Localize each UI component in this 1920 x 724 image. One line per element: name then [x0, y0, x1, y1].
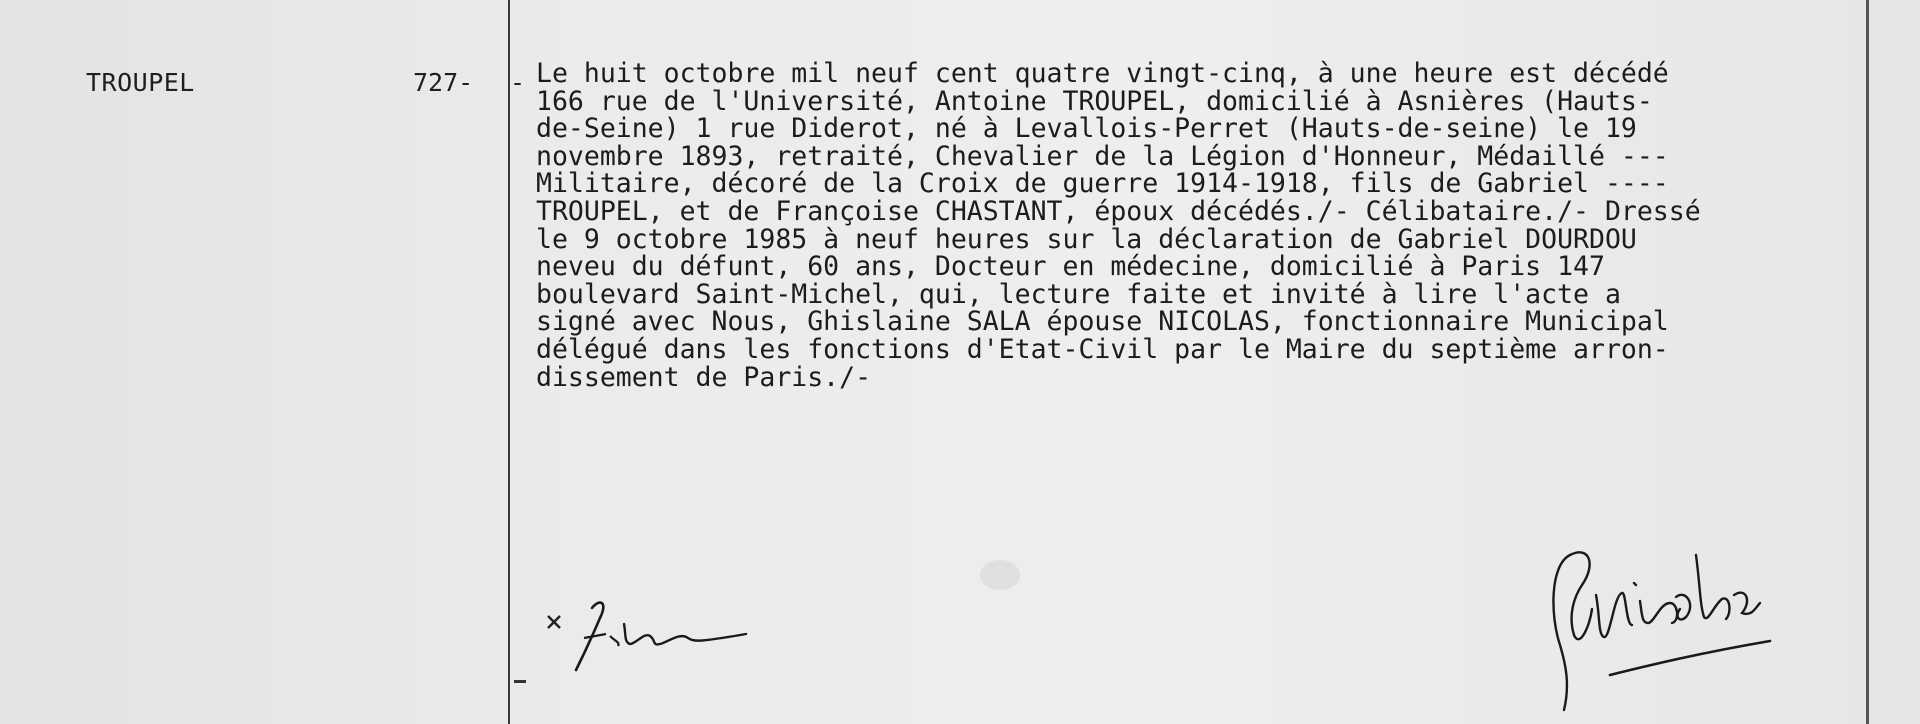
record-line: boulevard Saint-Michel, qui, lecture faite et invité à lire l'acte a: [536, 278, 1621, 310]
record-line: délégué dans les fonctions d'Etat-Civil par le Maire du septième arron-: [536, 333, 1669, 365]
deceased-surname: TROUPEL: [86, 68, 195, 97]
record-line: de-Seine) 1 rue Diderot, né à Levallois-Perret (Hauts-de-seine) le 19: [536, 113, 1637, 145]
record-line: Militaire, décoré de la Croix de guerre 1914-1918, fils de Gabriel ----: [536, 168, 1669, 200]
witness-signature: [540, 588, 760, 682]
paper-smudge: [980, 560, 1020, 590]
record-line: neveu du défunt, 60 ans, Docteur en médecine, domicilié à Paris 147: [536, 251, 1605, 283]
acte-number: 727-: [413, 68, 474, 97]
record-line: 166 rue de l'Université, Antoine TROUPEL, domicilié à Asnières (Hauts-: [536, 85, 1653, 117]
record-line: le 9 octobre 1985 à neuf heures sur la déclaration de Gabriel DOURDOU: [536, 223, 1637, 255]
margin-rule-left: [508, 0, 510, 724]
entry-dash: -: [510, 68, 526, 97]
record-line: dissement de Paris./-: [536, 361, 872, 393]
officer-signature: [1530, 525, 1790, 719]
death-record-text: [536, 60, 1881, 391]
margin-mark: [514, 680, 526, 683]
record-line: signé avec Nous, Ghislaine SALA épouse NICOLAS, fonctionnaire Municipal: [536, 306, 1669, 338]
record-line: TROUPEL, et de Françoise CHASTANT, époux décédés./- Célibataire./- Dressé: [536, 195, 1701, 227]
record-line: novembre 1893, retraité, Chevalier de la Légion d'Honneur, Médaillé ---: [536, 140, 1669, 172]
record-line: Le huit octobre mil neuf cent quatre vingt-cinq, à une heure est décédé: [536, 58, 1669, 89]
